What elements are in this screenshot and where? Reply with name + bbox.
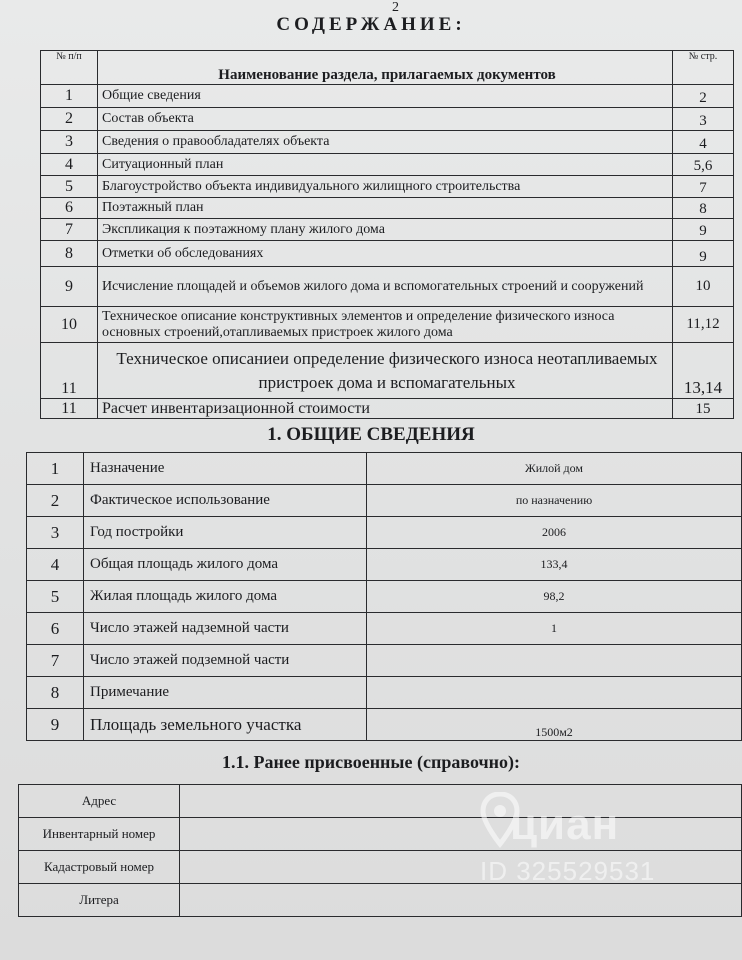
row-page: 10 [673, 267, 734, 307]
row-page: 8 [673, 198, 734, 219]
table-row [41, 108, 734, 131]
row-value: по назначению [367, 485, 742, 517]
row-num: 1 [27, 453, 84, 485]
row-num: 5 [41, 176, 98, 198]
row-name: Примечание [84, 677, 367, 709]
row-page: 9 [673, 219, 734, 241]
contents-title: СОДЕРЖАНИЕ: [276, 14, 466, 35]
general-title: 1. ОБЩИЕ СВЕДЕНИЯ [267, 424, 475, 445]
table-row [41, 307, 734, 343]
table-row [41, 198, 734, 219]
row-value: 98,2 [367, 581, 742, 613]
table-row [27, 517, 742, 549]
row-num: 10 [41, 307, 98, 343]
table-row [41, 343, 734, 399]
table-row [27, 645, 742, 677]
row-num: 4 [41, 154, 98, 176]
table-row [41, 399, 734, 419]
row-name: Благоустройство объекта индивидуального жилищного строительства [98, 176, 673, 198]
contents-header-name: Наименование раздела, прилагаемых документов [98, 51, 673, 85]
table-row [19, 818, 742, 851]
row-label: Кадастровый номер [19, 851, 180, 884]
row-value: 1 [367, 613, 742, 645]
general-info-table [26, 452, 742, 741]
table-row [19, 884, 742, 917]
row-name: Экспликация к поэтажному плану жилого дома [98, 219, 673, 241]
table-row [27, 613, 742, 645]
row-label: Адрес [19, 785, 180, 818]
row-num: 2 [41, 108, 98, 131]
row-page: 4 [673, 131, 734, 154]
table-row [27, 549, 742, 581]
row-name: Год постройки [84, 517, 367, 549]
row-num: 11 [41, 399, 98, 419]
row-num: 8 [41, 241, 98, 267]
row-value: 133,4 [367, 549, 742, 581]
contents-header-row [41, 51, 734, 85]
watermark-id: ID 325529531 [480, 856, 656, 886]
table-row [27, 677, 742, 709]
row-value [180, 884, 742, 917]
contents-table [40, 50, 734, 419]
row-name: Отметки об обследованиях [98, 241, 673, 267]
table-row [41, 154, 734, 176]
row-num: 1 [41, 85, 98, 108]
row-value: 2006 [367, 517, 742, 549]
row-num: 6 [27, 613, 84, 645]
row-name: Сведения о правообладателях объекта [98, 131, 673, 154]
table-row [41, 267, 734, 307]
row-page: 5,6 [673, 154, 734, 176]
row-name: Общая площадь жилого дома [84, 549, 367, 581]
row-value [180, 851, 742, 884]
row-name: Техническое описаниеи определение физического износа неотапливаемых пристроек дома и вспомагательных [98, 343, 673, 399]
row-page: 15 [673, 399, 734, 419]
row-num: 8 [27, 677, 84, 709]
row-name: Назначение [84, 453, 367, 485]
row-num: 3 [41, 131, 98, 154]
row-name: Техническое описание конструктивных элементов и определение физического износа основных строений,отапливаемых пристроек жилого дома [98, 307, 673, 343]
previous-assigned-table [18, 784, 742, 917]
row-name: Площадь земельного участка [84, 709, 367, 741]
page-number: 2 [392, 0, 399, 15]
row-value [367, 677, 742, 709]
row-page: 7 [673, 176, 734, 198]
row-num: 7 [41, 219, 98, 241]
contents-header-page: № стр. [673, 51, 734, 85]
row-page: 3 [673, 108, 734, 131]
row-name: Ситуационный план [98, 154, 673, 176]
table-row [41, 131, 734, 154]
row-page: 9 [673, 241, 734, 267]
row-name: Число этажей надземной части [84, 613, 367, 645]
row-num: 4 [27, 549, 84, 581]
row-value [180, 785, 742, 818]
table-row [27, 709, 742, 741]
row-name: Исчисление площадей и объемов жилого дома и вспомогательных строений и сооружений [98, 267, 673, 307]
row-num: 2 [27, 485, 84, 517]
row-page: 13,14 [673, 343, 734, 399]
table-row [41, 219, 734, 241]
row-num: 7 [27, 645, 84, 677]
table-row [27, 453, 742, 485]
row-num: 3 [27, 517, 84, 549]
row-page: 11,12 [673, 307, 734, 343]
row-name: Поэтажный план [98, 198, 673, 219]
row-name: Жилая площадь жилого дома [84, 581, 367, 613]
row-num: 6 [41, 198, 98, 219]
row-name: Расчет инвентаризационной стоимости [98, 399, 673, 419]
row-name: Число этажей подземной части [84, 645, 367, 677]
table-row [19, 785, 742, 818]
row-page: 2 [673, 85, 734, 108]
row-num: 5 [27, 581, 84, 613]
table-row [41, 176, 734, 198]
row-num: 9 [41, 267, 98, 307]
row-num: 11 [41, 343, 98, 399]
watermark-brand: циан [510, 800, 620, 849]
table-row [41, 85, 734, 108]
row-value: 1500м2 [367, 709, 742, 741]
row-value: Жилой дом [367, 453, 742, 485]
row-name: Состав объекта [98, 108, 673, 131]
row-name: Фактическое использование [84, 485, 367, 517]
row-name: Общие сведения [98, 85, 673, 108]
contents-header-num: № п/п [41, 51, 98, 85]
previous-assigned-title: 1.1. Ранее присвоенные (справочно): [222, 752, 520, 772]
table-row [41, 241, 734, 267]
row-value [367, 645, 742, 677]
row-label: Литера [19, 884, 180, 917]
row-num: 9 [27, 709, 84, 741]
row-value [180, 818, 742, 851]
table-row [19, 851, 742, 884]
row-label: Инвентарный номер [19, 818, 180, 851]
table-row [27, 485, 742, 517]
table-row [27, 581, 742, 613]
